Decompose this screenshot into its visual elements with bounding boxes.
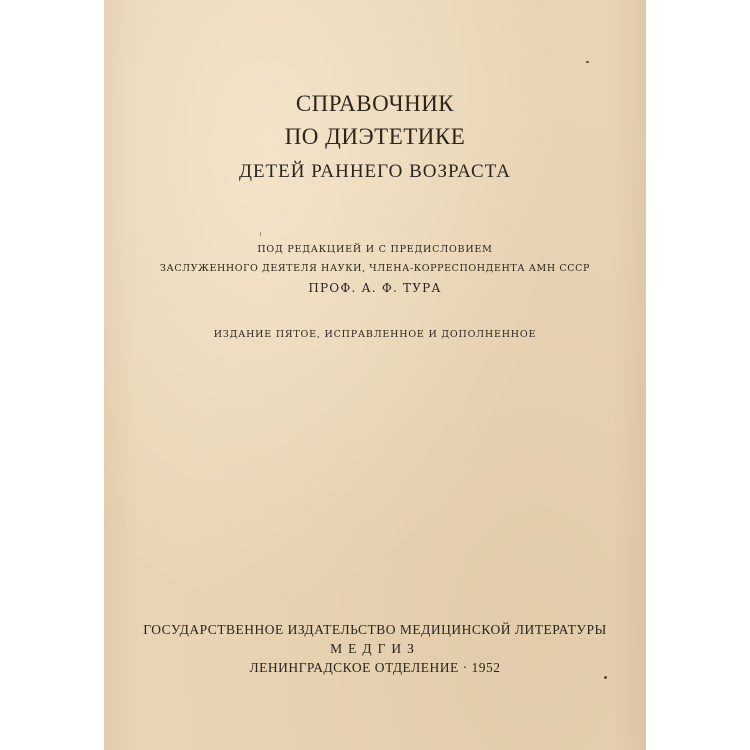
paper-speck bbox=[586, 61, 589, 63]
title-page bbox=[104, 0, 646, 750]
paper-speck bbox=[260, 232, 261, 236]
publisher-name: ГОСУДАРСТВЕННОЕ ИЗДАТЕЛЬСТВО МЕДИЦИНСКОЙ ЛИТЕРАТУРЫ bbox=[143, 622, 607, 637]
book-title-line-2: ПО ДИЭТЕТИКЕ bbox=[284, 124, 466, 149]
book-title-line-3: ДЕТЕЙ РАННЕГО ВОЗРАСТА bbox=[238, 161, 511, 182]
paper-speck bbox=[604, 676, 607, 679]
publisher-branch-year: ЛЕНИНГРАДСКОЕ ОТДЕЛЕНИЕ · 1952 bbox=[249, 660, 501, 675]
book-title-line-1: СПРАВОЧНИК bbox=[295, 91, 455, 116]
editor-line-1: ПОД РЕДАКЦИЕЙ И С ПРЕДИСЛОВИЕМ bbox=[257, 244, 493, 255]
editor-name: ПРОФ. А. Ф. ТУРА bbox=[308, 281, 442, 295]
editor-line-2: ЗАСЛУЖЕННОГО ДЕЯТЕЛЯ НАУКИ, ЧЛЕНА-КОРРЕСПОНДЕНТА АМН СССР bbox=[160, 263, 590, 274]
publisher-imprint: МЕДГИЗ bbox=[330, 641, 420, 656]
edition-note: ИЗДАНИЕ ПЯТОЕ, ИСПРАВЛЕННОЕ И ДОПОЛНЕННОЕ bbox=[213, 329, 537, 340]
